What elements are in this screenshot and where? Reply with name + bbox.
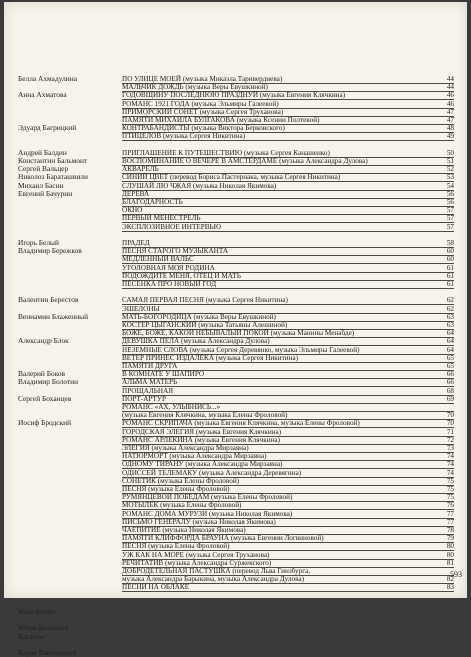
page-ref: 48 bbox=[446, 124, 454, 133]
page-ref: 52 bbox=[446, 165, 454, 174]
page-ref: 56 bbox=[446, 198, 454, 206]
author-name: Александр Блок bbox=[18, 336, 69, 346]
song-title: ПРИМОРСКИЙ СОНЕТ (музыка Сергея Труханова) bbox=[122, 107, 284, 116]
song-title: ПЕСЕНКА ПРО НОВЫЙ ГОД bbox=[122, 280, 217, 288]
song-title: ГОРОДСКАЯ ЭЛЕГИЯ (музыка Евгения Клячкина) bbox=[122, 427, 282, 436]
song-title: ЭКСПЛОЗИВНОЕ ИНТЕРВЬЮ bbox=[122, 222, 222, 231]
author-name: Андрей Балдин bbox=[18, 147, 67, 157]
song-title: МАЛЬЧИК ДОЖДЬ (музыка Веры Евушкиной) bbox=[122, 83, 268, 92]
author-name: Борис Вайханский bbox=[18, 648, 77, 657]
song-title: СИНИЙ ЦВЕТ (перевод Бориса Пастернака, музыка Сергея Никитина) bbox=[122, 173, 341, 182]
page-ref: 57 bbox=[446, 214, 454, 223]
song-title: ОКНО bbox=[122, 206, 143, 215]
song-title: РОМАНС «АХ, УЛЫБНИСЬ...» bbox=[122, 403, 221, 411]
page-ref: 56 bbox=[446, 189, 454, 198]
song-title: РУМЯНЦЕВОЙ ПОБЕДАМ (музыка Елены Фроловой) bbox=[122, 493, 293, 502]
page-ref: 72 bbox=[446, 435, 454, 444]
song-title: ПИСЬМО ГЕНЕРАЛУ (музыка Николая Якимова) bbox=[122, 517, 276, 526]
song-title: УЖ КАК НА МОРЕ (музыка Сергея Труханова) bbox=[122, 550, 270, 559]
song-title: ЭШЕЛОНЫ bbox=[122, 304, 160, 313]
page-ref: 63 bbox=[446, 321, 454, 329]
page-ref: 57 bbox=[446, 206, 454, 215]
author-name: Сергей Боханцев bbox=[18, 393, 72, 403]
song-title: БЛАГОДАРНОСТЬ bbox=[122, 198, 183, 206]
page-ref: 46 bbox=[446, 91, 454, 100]
song-title: ЭЛЕГИЯ (музыка Александра Мирзаяна) bbox=[122, 444, 249, 452]
author-name: Валентин Берестов bbox=[18, 295, 79, 305]
page-ref: 81 bbox=[446, 558, 454, 567]
author-name: Белла Ахмадулина bbox=[18, 74, 77, 83]
page-ref: 62 bbox=[446, 304, 454, 313]
author-name: Иосиф Бродский bbox=[18, 418, 72, 428]
song-title: МЕДЛЕННЫЙ ВАЛЬС bbox=[122, 255, 194, 264]
song-title: ПЕРВЫЙ МЕНЕСТРЕЛЬ bbox=[122, 214, 201, 223]
song-title: ПРИГЛАШЕНИЕ К ПУТЕШЕСТВИЮ (музыка Сергея Канашенко) bbox=[122, 148, 330, 157]
song-title: САМАЯ ПЕРВАЯ ПЕСНЯ (музыка Сергея Никитина) bbox=[122, 296, 288, 305]
page-ref: 83 bbox=[446, 583, 454, 592]
song-title: МОТЫЛЕК (музыка Елены Фроловой) bbox=[122, 501, 242, 510]
author-name: Игорь Бяльский bbox=[18, 623, 69, 633]
author-name: Михаил Басин bbox=[18, 180, 64, 190]
song-title: РОМАНС СКРИПАЧА (музыка Евгения Клячкина, музыка Елены Фроловой) bbox=[122, 419, 360, 428]
page-ref: 66 bbox=[446, 378, 454, 387]
page-ref: 64 bbox=[446, 329, 454, 338]
page-ref: 70 bbox=[446, 419, 454, 428]
song-title: ВЕТЕР ПРИНЕС ИЗДАЛЁКА (музыка Сергея Никитина) bbox=[122, 353, 298, 362]
author-name: Иван Бунин bbox=[18, 607, 56, 616]
song-title: БОЖЕ, БОЖЕ, КАКОЙ НЕБЫВАЛЫЙ ПОКОЙ (музыка Манины Менабде) bbox=[122, 329, 355, 338]
page-number: 593 bbox=[450, 570, 462, 579]
page-ref: 58 bbox=[446, 239, 454, 247]
page-ref: 65 bbox=[446, 353, 454, 362]
page-ref: 61 bbox=[446, 263, 454, 272]
song-title: ВОСПОМИНАНИЕ О ВЕЧЕРЕ В АМСТЕРДАМЕ (музыка Александра Дулова) bbox=[122, 157, 368, 165]
author-name: Сергей Вальцер bbox=[18, 164, 69, 174]
page-ref: 61 bbox=[446, 280, 454, 288]
page-ref: 73 bbox=[446, 444, 454, 452]
page-ref: 54 bbox=[446, 181, 454, 190]
song-title: НЕЗЕМНЫЕ СЛОВА (музыка Сергея Деревянко, музыка Эльмиры Галеевой) bbox=[122, 345, 360, 354]
song-title: ПЕСНЯ СТАРОГО МУЗЫКАНТА bbox=[122, 247, 229, 256]
song-title: ПТИЦЕЛОВ (музыка Сергея Никитина) bbox=[122, 132, 246, 141]
song-title: ПАМЯТИ ДРУГА bbox=[122, 362, 178, 370]
page-ref: 77 bbox=[446, 517, 454, 526]
song-title: ПОРТ-АРТУР bbox=[122, 394, 167, 403]
song-title: ПРОЩАЛЬНАЯ bbox=[122, 386, 174, 395]
song-title: СЛУШАЙ ЛЮ ЧЖАЯ (музыка Николая Якимова) bbox=[122, 181, 277, 190]
song-title: ДОБРОДЕТЕЛЬНАЯ ПАСТУШКА (перевод Льва Гинзбурга, bbox=[122, 567, 311, 575]
page-ref: 75 bbox=[446, 476, 454, 485]
song-title: АКВАРЕЛЬ bbox=[122, 165, 159, 174]
page-ref: 70 bbox=[446, 411, 454, 420]
page-ref: 80 bbox=[446, 550, 454, 559]
toc-entry bbox=[122, 231, 454, 239]
author-name: Вениамин Блаженный bbox=[18, 311, 89, 321]
song-title: ОДНОМУ ТИРАНУ (музыка Александра Мирзаяна) bbox=[122, 460, 283, 469]
page-ref: 69 bbox=[446, 394, 454, 403]
song-title: РОМАНС 1921 ГОДА (музыка Эльмиры Галеевой) bbox=[122, 99, 279, 108]
song-title: (музыка Евгения Клячкина, музыка Елены Фроловой) bbox=[122, 411, 288, 420]
page-ref: 80 bbox=[446, 542, 454, 551]
page-ref: 64 bbox=[446, 345, 454, 354]
page-ref: 76 bbox=[446, 501, 454, 510]
page-ref: 51 bbox=[446, 157, 454, 165]
page-ref: 78 bbox=[446, 526, 454, 534]
song-title: РОМАНС АРЛЕКИНА (музыка Евгения Клячкина) bbox=[122, 435, 280, 444]
song-title: ПАМЯТИ МИХАИЛА БУЛГАКОВА (музыка Ксении Полтевой) bbox=[122, 116, 320, 124]
song-title: ДЕРЕВА bbox=[122, 189, 150, 198]
page-ref: 71 bbox=[446, 427, 454, 436]
page-ref: 74 bbox=[446, 468, 454, 477]
page-ref: 62 bbox=[446, 296, 454, 305]
song-title: АЛЬМА МАТЕРЬ bbox=[122, 378, 178, 387]
page-ref: 65 bbox=[446, 362, 454, 370]
author-name: Эдуард Багрицкий bbox=[18, 123, 77, 133]
page-ref: 53 bbox=[446, 173, 454, 182]
page-ref: 82 bbox=[446, 575, 454, 584]
song-title: НАТЮРМОРТ (музыка Александра Мирзаяна) bbox=[122, 452, 267, 461]
song-title: В КОМНАТЕ У ШАПИРО bbox=[122, 370, 205, 379]
page-ref: 77 bbox=[446, 509, 454, 518]
page-ref: 49 bbox=[446, 132, 454, 141]
song-title: музыка Александра Барыкина, музыка Александра Дулова) bbox=[122, 575, 304, 584]
page-ref: 50 bbox=[446, 148, 454, 157]
toc-entry bbox=[122, 583, 454, 592]
song-title: ПЕСНЯ (музыка Елены Фроловой) bbox=[122, 542, 230, 551]
page-ref: 60 bbox=[446, 247, 454, 256]
page-ref: 60 bbox=[446, 255, 454, 264]
song-title: УГОЛОВНАЯ МОЯ РОДИНА bbox=[122, 263, 215, 272]
page-ref: 74 bbox=[446, 460, 454, 469]
toc-entry bbox=[122, 141, 454, 149]
author-name: Владимир Бережков bbox=[18, 246, 82, 256]
page-ref: 75 bbox=[446, 485, 454, 493]
book-page bbox=[4, 2, 467, 657]
page-ref: 47 bbox=[446, 116, 454, 124]
author-name: Валерий Боков bbox=[18, 369, 66, 379]
page-ref: 61 bbox=[446, 271, 454, 280]
song-title: КОНТРАБАНДИСТЫ (музыка Виктора Берковского) bbox=[122, 124, 285, 133]
page-ref: 74 bbox=[446, 452, 454, 461]
song-title: ПЕСНЯ (музыка Елены Фроловой) bbox=[122, 485, 230, 493]
song-title: ПРАДЕД bbox=[122, 239, 150, 247]
author-name: Ваганты bbox=[18, 631, 45, 641]
page-ref: 68 bbox=[446, 386, 454, 395]
page-ref: 47 bbox=[446, 107, 454, 116]
song-title: РЕЧИТАТИВ (музыка Александра Суржевского) bbox=[122, 558, 272, 567]
page-ref: 63 bbox=[446, 312, 454, 321]
author-name: Константин Бальмонт bbox=[18, 156, 88, 165]
song-title: МАТЬ-БОГОРОДИЦА (музыка Веры Евушкиной) bbox=[122, 312, 276, 321]
page-ref: 46 bbox=[446, 99, 454, 108]
page-ref: 75 bbox=[446, 493, 454, 502]
author-name: Анна Ахматова bbox=[18, 90, 67, 100]
song-title: ОДИССЕЙ ТЕЛЕМАКУ (музыка Александра Деревягина) bbox=[122, 468, 302, 477]
song-title: РОМАНС ДОМА МУРУЗИ (музыка Николая Якимова) bbox=[122, 509, 293, 518]
author-name: Владимир Болотин bbox=[18, 377, 79, 387]
page-ref: 79 bbox=[446, 534, 454, 543]
song-title: ПАМЯТИ КЛИФФОРДА БРАУНА (музыка Евгении Логвиновой) bbox=[122, 534, 324, 543]
song-title: СОНЕТИК (музыка Елены Фроловой) bbox=[122, 476, 240, 485]
page-ref: 57 bbox=[446, 222, 454, 231]
author-name: Николоз Бараташвили bbox=[18, 172, 88, 182]
song-title: ДЕВУШКА ПЕЛА (музыка Александра Дулова) bbox=[122, 337, 270, 346]
page-ref: 44 bbox=[446, 75, 454, 83]
song-title: ПО УЛИЦЕ МОЕЙ (музыка Микаэла Таривердиева) bbox=[122, 75, 283, 83]
page-ref: 44 bbox=[446, 83, 454, 92]
song-title: КОСТЕР ЦЫГАНСКИЙ (музыка Татьяны Алешиной) bbox=[122, 321, 288, 329]
author-name: Игорь Белый bbox=[18, 238, 59, 247]
toc-entry bbox=[122, 288, 454, 296]
page-ref: 64 bbox=[446, 337, 454, 346]
song-title: ЧАЕПИТИЕ (музыка Николая Якимова) bbox=[122, 526, 246, 534]
song-title: ГОДОВЩИНУ ПОСЛЕДНЮЮ ПРАЗДНУЙ (музыка Евгения Клячкина) bbox=[122, 91, 346, 100]
song-title: ПЕСНИ НА ОБЛАКЕ bbox=[122, 583, 190, 592]
page-ref: 66 bbox=[446, 370, 454, 379]
author-name: Евгений Бачурин bbox=[18, 188, 73, 198]
song-title: ПОДОЖДИТЕ МЕНЯ, ОТЕЦ И МАТЬ bbox=[122, 271, 241, 280]
